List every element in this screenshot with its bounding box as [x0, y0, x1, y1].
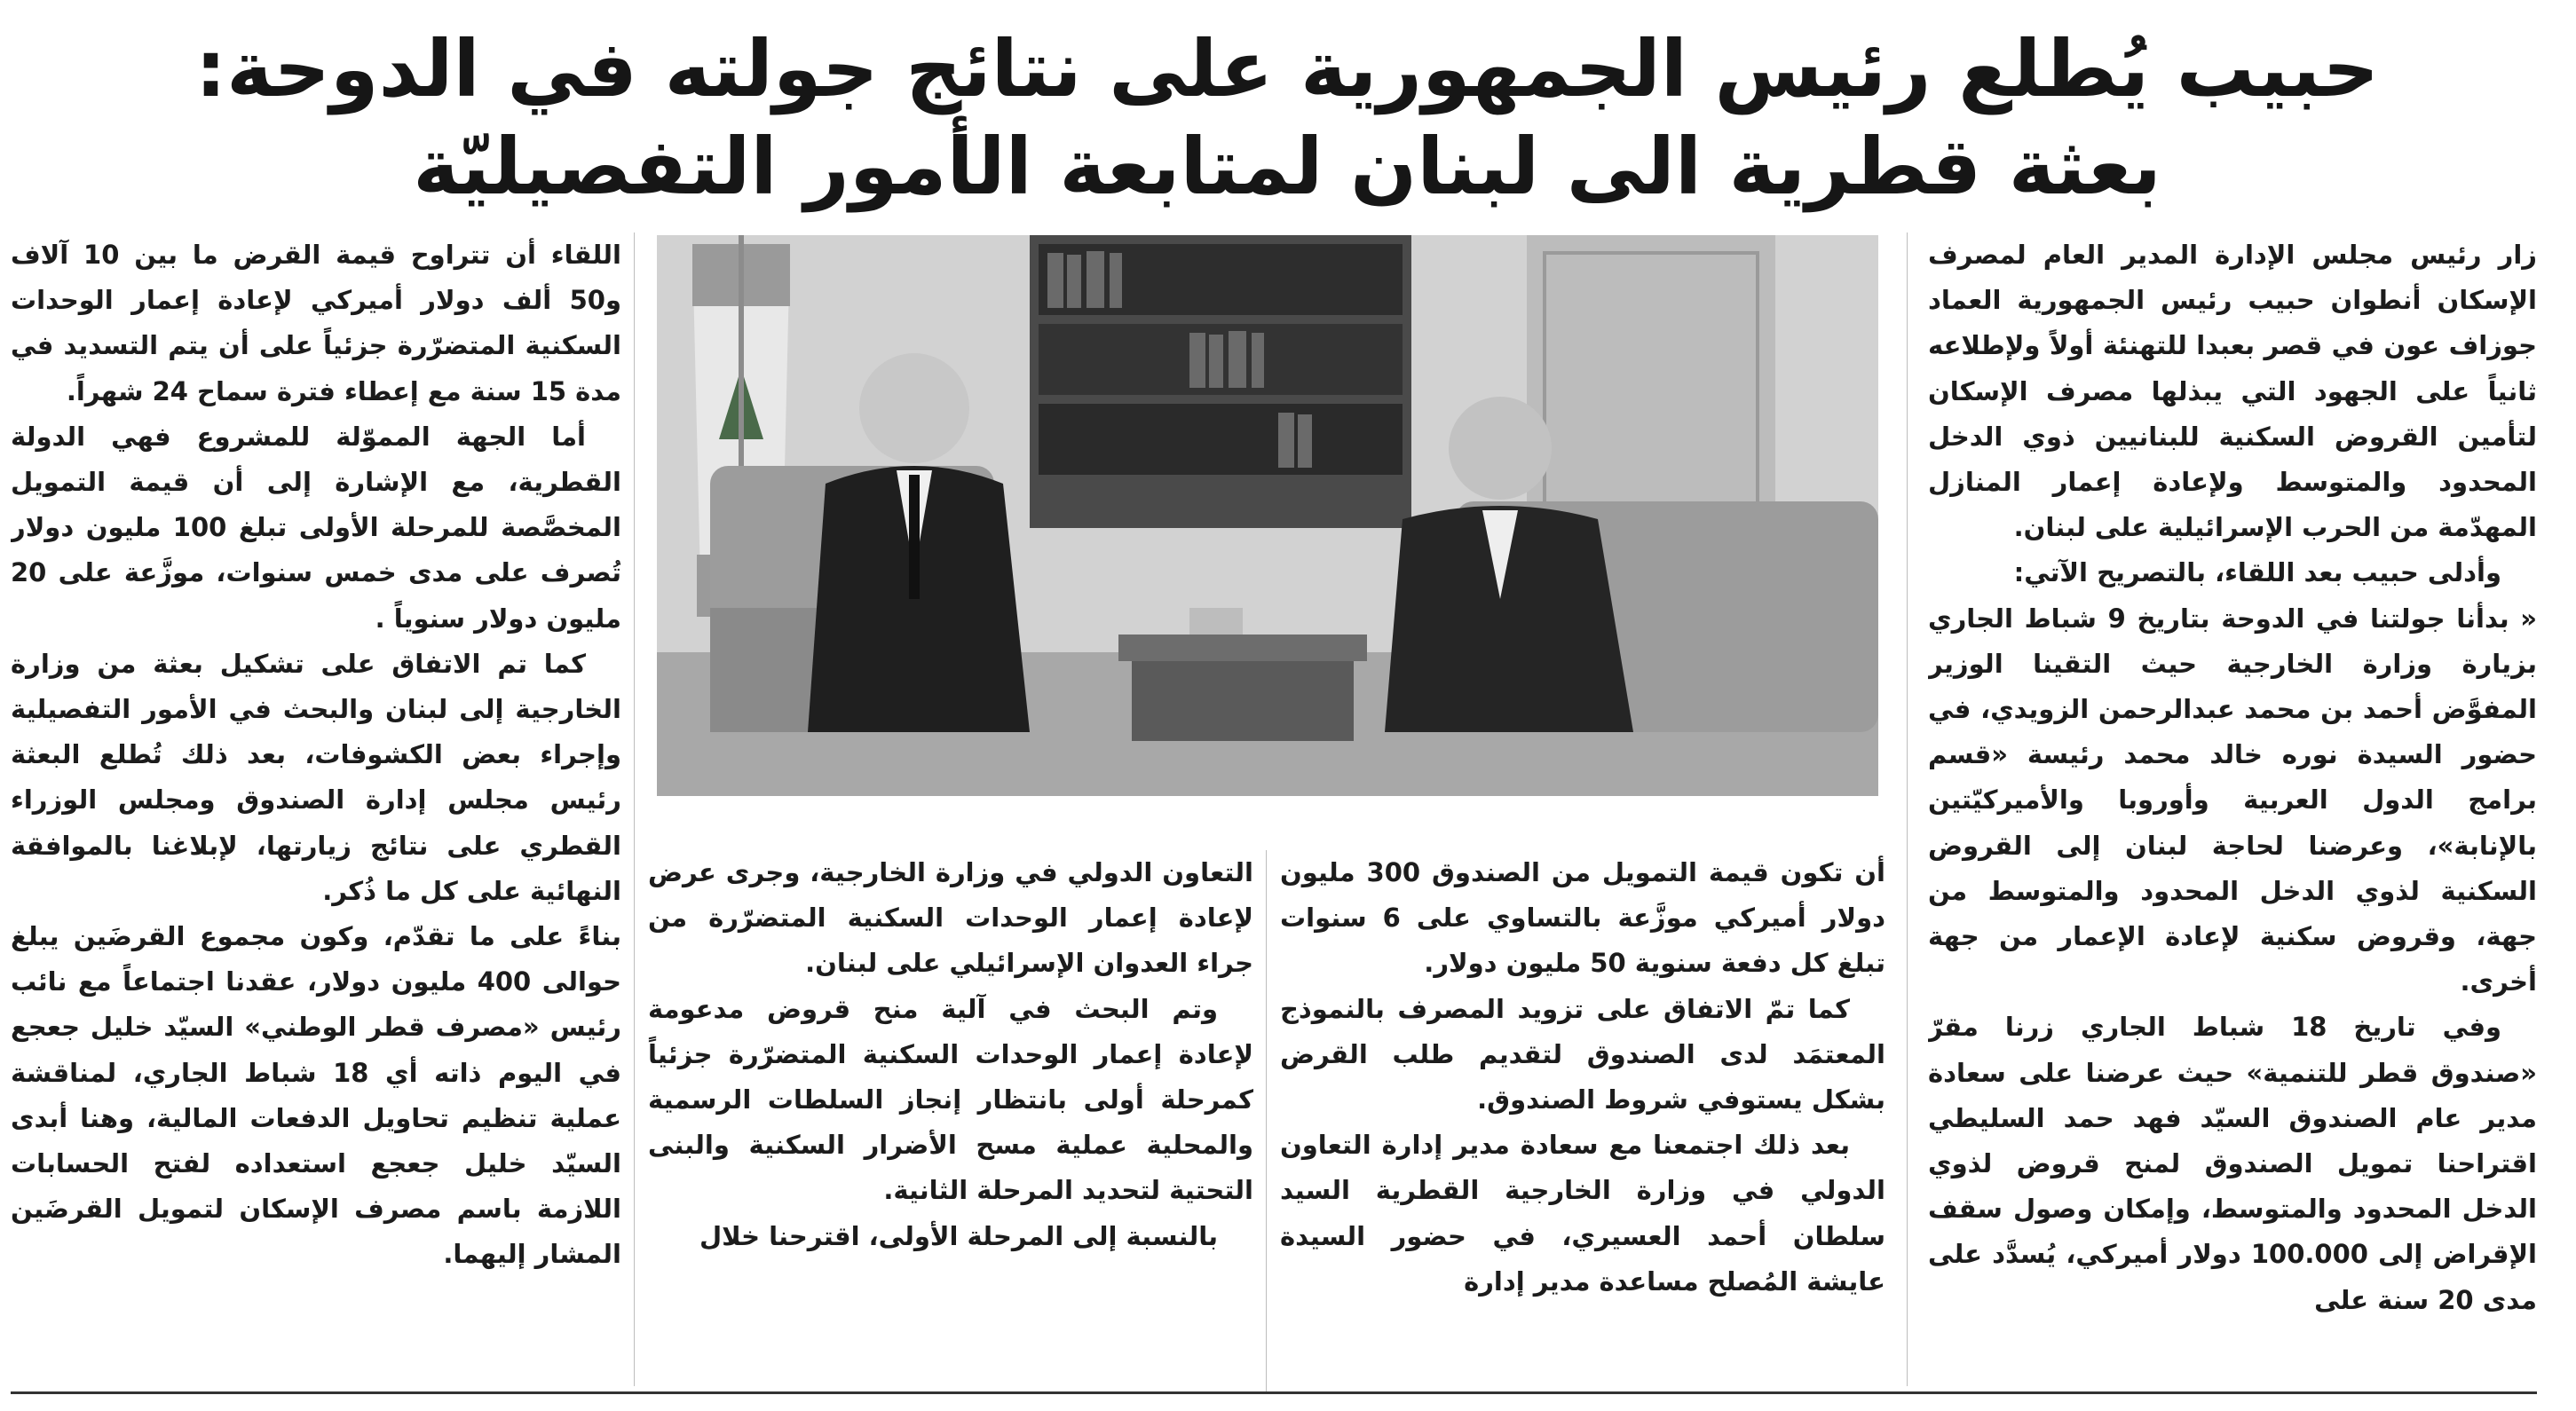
- bottom-rule: [11, 1391, 2537, 1394]
- article-column-3: [648, 850, 1253, 1400]
- column-divider: [1907, 233, 1908, 1386]
- article-column-1: [1928, 233, 2537, 1386]
- meeting-photo: [657, 235, 1878, 796]
- column-divider: [634, 233, 635, 1386]
- paragraph: أن تكون قيمة التمويل من الصندوق 300 مليون دولار أميركي موزَّعة بالتساوي على 6 سنوات تبلغ كل دفعة سنوية 50 مليون دولار.: [1280, 857, 1885, 979]
- paragraph: زار رئيس مجلس الإدارة المدير العام لمصرف الإسكان أنطوان حبيب رئيس الجمهورية العماد جوزاف عون في قصر بعبدا للتهنئة أولاً ولإطلاعه ثانياً على الجهود التي يبذلها مصرف الإسكان لتأمين القروض السكنية للبنانيين ذوي الدخل المحدود والمتوسط ولإعادة إعمار المنازل المهدّمة من الحرب الإسرائيلية على لبنان.: [1928, 240, 2537, 543]
- paragraph: بناءً على ما تقدّم، وكون مجموع القرضَين يبلغ حوالى 400 مليون دولار، عقدنا اجتماعاً مع نائب رئيس «مصرف قطر الوطني» السيّد خليل جعجع في اليوم ذاته أي 18 شباط الجاري، لمناقشة عملية تنظيم تحاويل الدفعات المالية، وهنا أبدى السيّد خليل جعجع استعداده لفتح الحسابات اللازمة باسم مصرف الإسكان لتمويل القرضَين المشار إليهما.: [11, 921, 621, 1270]
- photo-illustration: [657, 235, 1878, 796]
- headline-line-1: حبيب يُطلع رئيس الجمهورية على نتائج جولته في الدوحة:: [194, 23, 2380, 114]
- paragraph: كما تم الاتفاق على تشكيل بعثة من وزارة الخارجية إلى لبنان والبحث في الأمور التفصيلية وإجراء بعض الكشوفات، بعد ذلك تُطلع البعثة رئيس مجلس إدارة الصندوق ومجلس الوزراء القطري على نتائج زيارتها، لإبلاغنا بالموافقة النهائية على كل ما ذُكر.: [11, 648, 621, 906]
- paragraph: بالنسبة إلى المرحلة الأولى، اقترحنا خلال: [699, 1220, 1218, 1251]
- paragraph: بعد ذلك اجتمعنا مع سعادة مدير إدارة التعاون الدولي في وزارة الخارجية القطرية السيد سلطان أحمد العسيري، في حضور السيدة عايشة المُصلح مساعدة مدير إدارة: [1280, 1130, 1885, 1297]
- headline-line-2: بعثة قطرية الى لبنان لمتابعة الأمور التفصيليّة: [413, 121, 2161, 212]
- article-column-4: [11, 233, 621, 1386]
- paragraph: أما الجهة المموّلة للمشروع فهي الدولة القطرية، مع الإشارة إلى أن قيمة التمويل المخصَّصة للمرحلة الأولى تبلغ 100 مليون دولار تُصرف على مدى خمس سنوات، موزَّعة على 20 مليون دولار سنوياً .: [11, 421, 621, 634]
- paragraph: « بدأنا جولتنا في الدوحة بتاريخ 9 شباط الجاري بزيارة وزارة الخارجية حيث التقينا الوزير المفوَّض أحمد بن محمد عبدالرحمن الزويدي، في حضور السيدة نوره خالد محمد رئيسة «قسم برامج الدول العربية وأوروبا والأميركيّتين بالإنابة»، وعرضنا لحاجة لبنان إلى القروض السكنية لذوي الدخل المحدود والمتوسط من جهة، وقروض سكنية لإعادة الإعمار من جهة أخرى.: [1928, 603, 2537, 997]
- paragraph: التعاون الدولي في وزارة الخارجية، وجرى عرض لإعادة إعمار الوحدات السكنية المتضرّرة من جراء العدوان الإسرائيلي على لبنان.: [648, 857, 1253, 979]
- paragraph: وفي تاريخ 18 شباط الجاري زرنا مقرّ «صندوق قطر للتنمية» حيث عرضنا على سعادة مدير عام الصندوق السيّد فهد حمد السليطي اقتراحنا تمويل الصندوق لمنح قروض لذوي الدخل المحدود والمتوسط، وإمكان وصول سقف الإقراض إلى 100.000 دولار أميركي، يُسدَّد على مدى 20 سنة على: [1928, 1012, 2537, 1315]
- paragraph: كما تمّ الاتفاق على تزويد المصرف بالنموذج المعتمَد لدى الصندوق لتقديم طلب القرض بشكل يستوفي شروط الصندوق.: [1280, 993, 1885, 1115]
- paragraph: وأدلى حبيب بعد اللقاء، بالتصريح الآتي:: [2013, 557, 2501, 588]
- paragraph: وتم البحث في آلية منح قروض مدعومة لإعادة إعمار الوحدات السكنية المتضرّرة جزئياً كمرحلة أولى بانتظار إنجاز السلطات الرسمية والمحلية عملية مسح الأضرار السكنية والبنى التحتية لتحديد المرحلة الثانية.: [648, 993, 1253, 1206]
- column-divider: [1266, 850, 1267, 1391]
- paragraph: اللقاء أن تتراوح قيمة القرض ما بين 10 آلاف و50 ألف دولار أميركي لإعادة إعمار الوحدات السكنية المتضرّرة جزئياً على أن يتم التسديد في مدة 15 سنة مع إعطاء فترة سماح 24 شهراً.: [11, 240, 621, 406]
- article-column-2: [1280, 850, 1885, 1400]
